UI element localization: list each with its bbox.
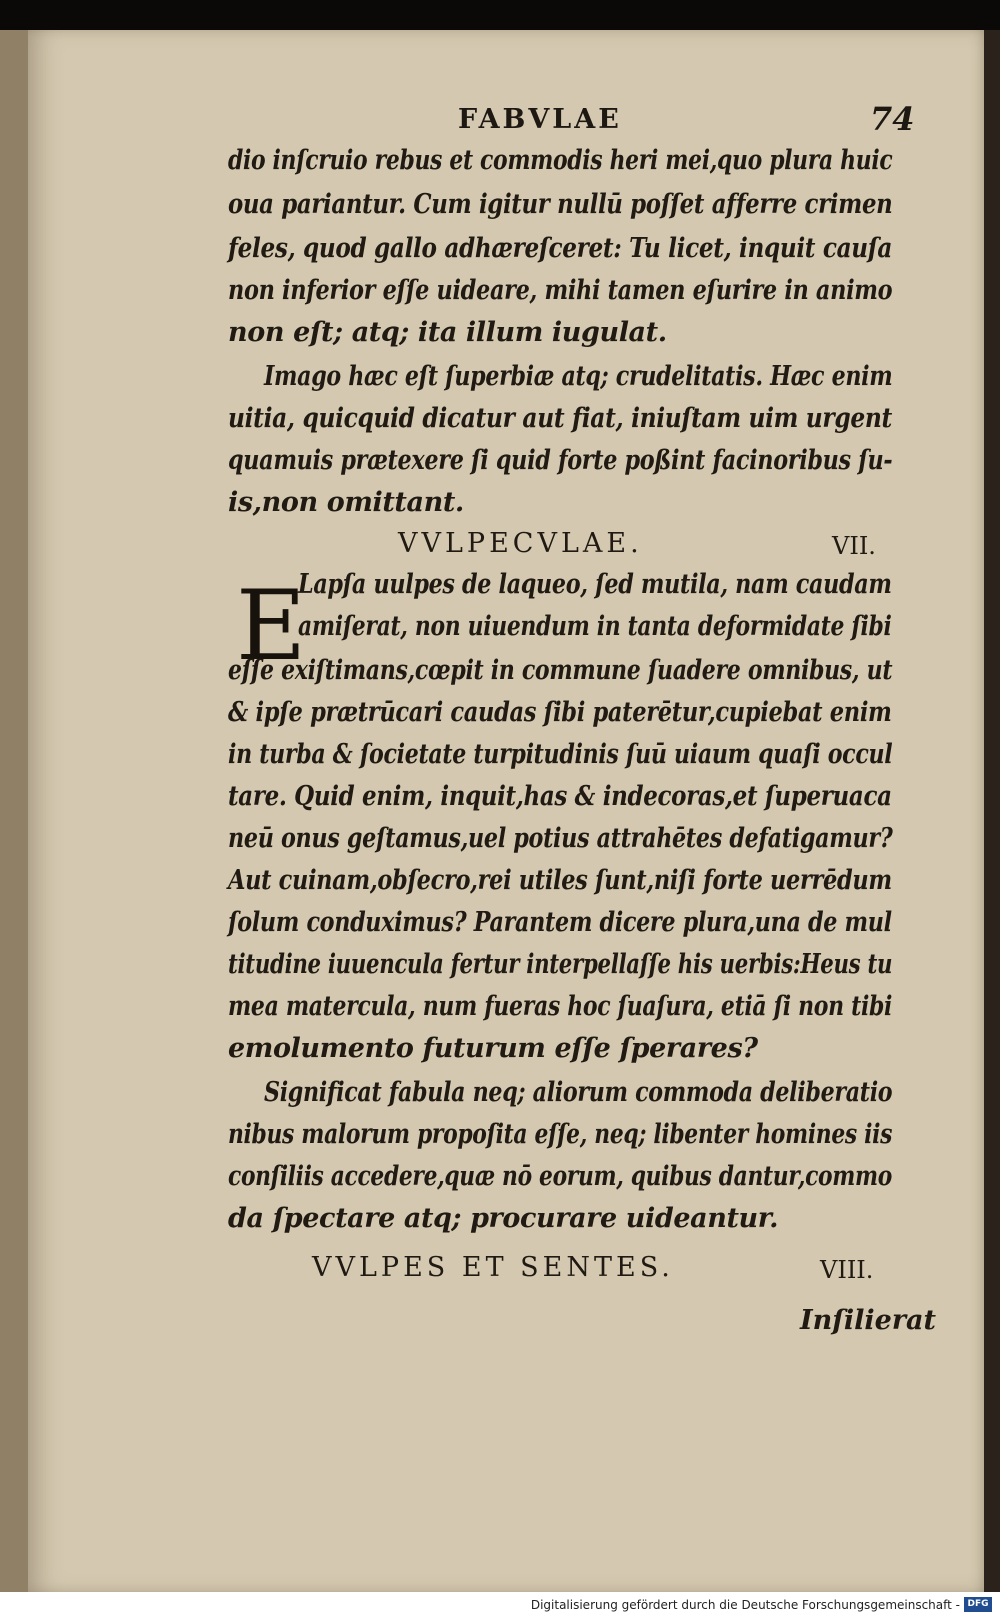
text-line: Aut cuinam,obſecro,rei utiles ſunt,niſi forte uerrēdum: [228, 865, 892, 896]
page-number: 74: [870, 100, 915, 138]
fable-numeral: VIII.: [820, 1256, 874, 1284]
text-line: feles, quod gallo adhæreſceret: Tu licet, inquit cauſa: [228, 233, 893, 264]
text-line: emolumento futurum eſſe ſperares?: [228, 1033, 758, 1064]
text-line: dio inſcruio rebus et commodis heri mei,quo plura huic: [228, 145, 893, 176]
text-line: amiſerat, non uiuendum in tanta deformidate ſibi: [298, 611, 892, 642]
catchword: Inſilierat: [800, 1305, 937, 1336]
fable-title: VVLPES ET SENTES.: [312, 1252, 674, 1283]
text-line: oua pariantur. Cum igitur nullū poſſet afferre crimen: [228, 189, 893, 220]
text-line: Lapſa uulpes de laqueo, ſed mutila, nam caudam: [298, 569, 892, 600]
moral-line: da ſpectare atq; procurare uideantur.: [228, 1203, 779, 1234]
fable-numeral: VII.: [832, 532, 876, 560]
moral-line: nibus malorum propoſita eſſe, neq; libenter homines iis: [228, 1119, 893, 1150]
dfg-logo-icon: DFG: [964, 1597, 992, 1612]
fable-title: VVLPECVLAE.: [398, 528, 643, 559]
text-line: titudine iuuencula fertur interpellaſſe his uerbis:Heus tu: [228, 949, 893, 980]
scan-top-band: [0, 0, 1000, 30]
text-line: tare. Quid enim, inquit,has & indecoras,et ſuperuaca: [228, 781, 892, 812]
running-head: FABVLAE: [458, 104, 622, 135]
moral-line: conſiliis accedere,quæ nō eorum, quibus dantur,commo: [228, 1161, 892, 1192]
text-line: neū onus geſtamus,uel potius attrahētes defatigamur?: [228, 823, 893, 854]
moral-line: Significat fabula neq; aliorum commoda deliberatio: [264, 1077, 893, 1108]
text-line: eſſe exiſtimans,cœpit in commune ſuadere omnibus, ut: [228, 655, 893, 686]
scan-right-edge: [984, 30, 1000, 1592]
text-line: mea matercula, num fueras hoc ſuaſura, etiā ſi non tibi: [228, 991, 893, 1022]
book-binding-edge: [0, 30, 30, 1592]
moral-line: quamuis prætexere ſi quid forte poßint facinoribus ſu-: [228, 445, 893, 476]
text-line: non inferior eſſe uideare, mihi tamen eſurire in animo: [228, 275, 893, 306]
text-line: & ipſe prætrūcari caudas ſibi paterētur,cupiebat enim: [228, 697, 892, 728]
moral-line: is,non omittant.: [228, 487, 464, 518]
drop-cap-initial: E: [236, 570, 307, 682]
text-line: ſolum conduximus? Parantem dicere plura,una de mul: [228, 907, 892, 938]
text-line: in turba & ſocietate turpitudinis ſuū uiaum quaſi occul: [228, 739, 893, 770]
moral-line: uitia, quicquid dicatur aut fiat, iniuſtam uim urgent: [228, 403, 892, 434]
moral-line: Imago hæc eſt ſuperbiæ atq; crudelitatis. Hæc enim: [264, 361, 893, 392]
text-line: non eſt; atq; ita illum iugulat.: [228, 317, 667, 348]
digitization-credit-text: Digitalisierung gefördert durch die Deutsche Forschungsgemeinschaft -: [530, 1598, 960, 1612]
